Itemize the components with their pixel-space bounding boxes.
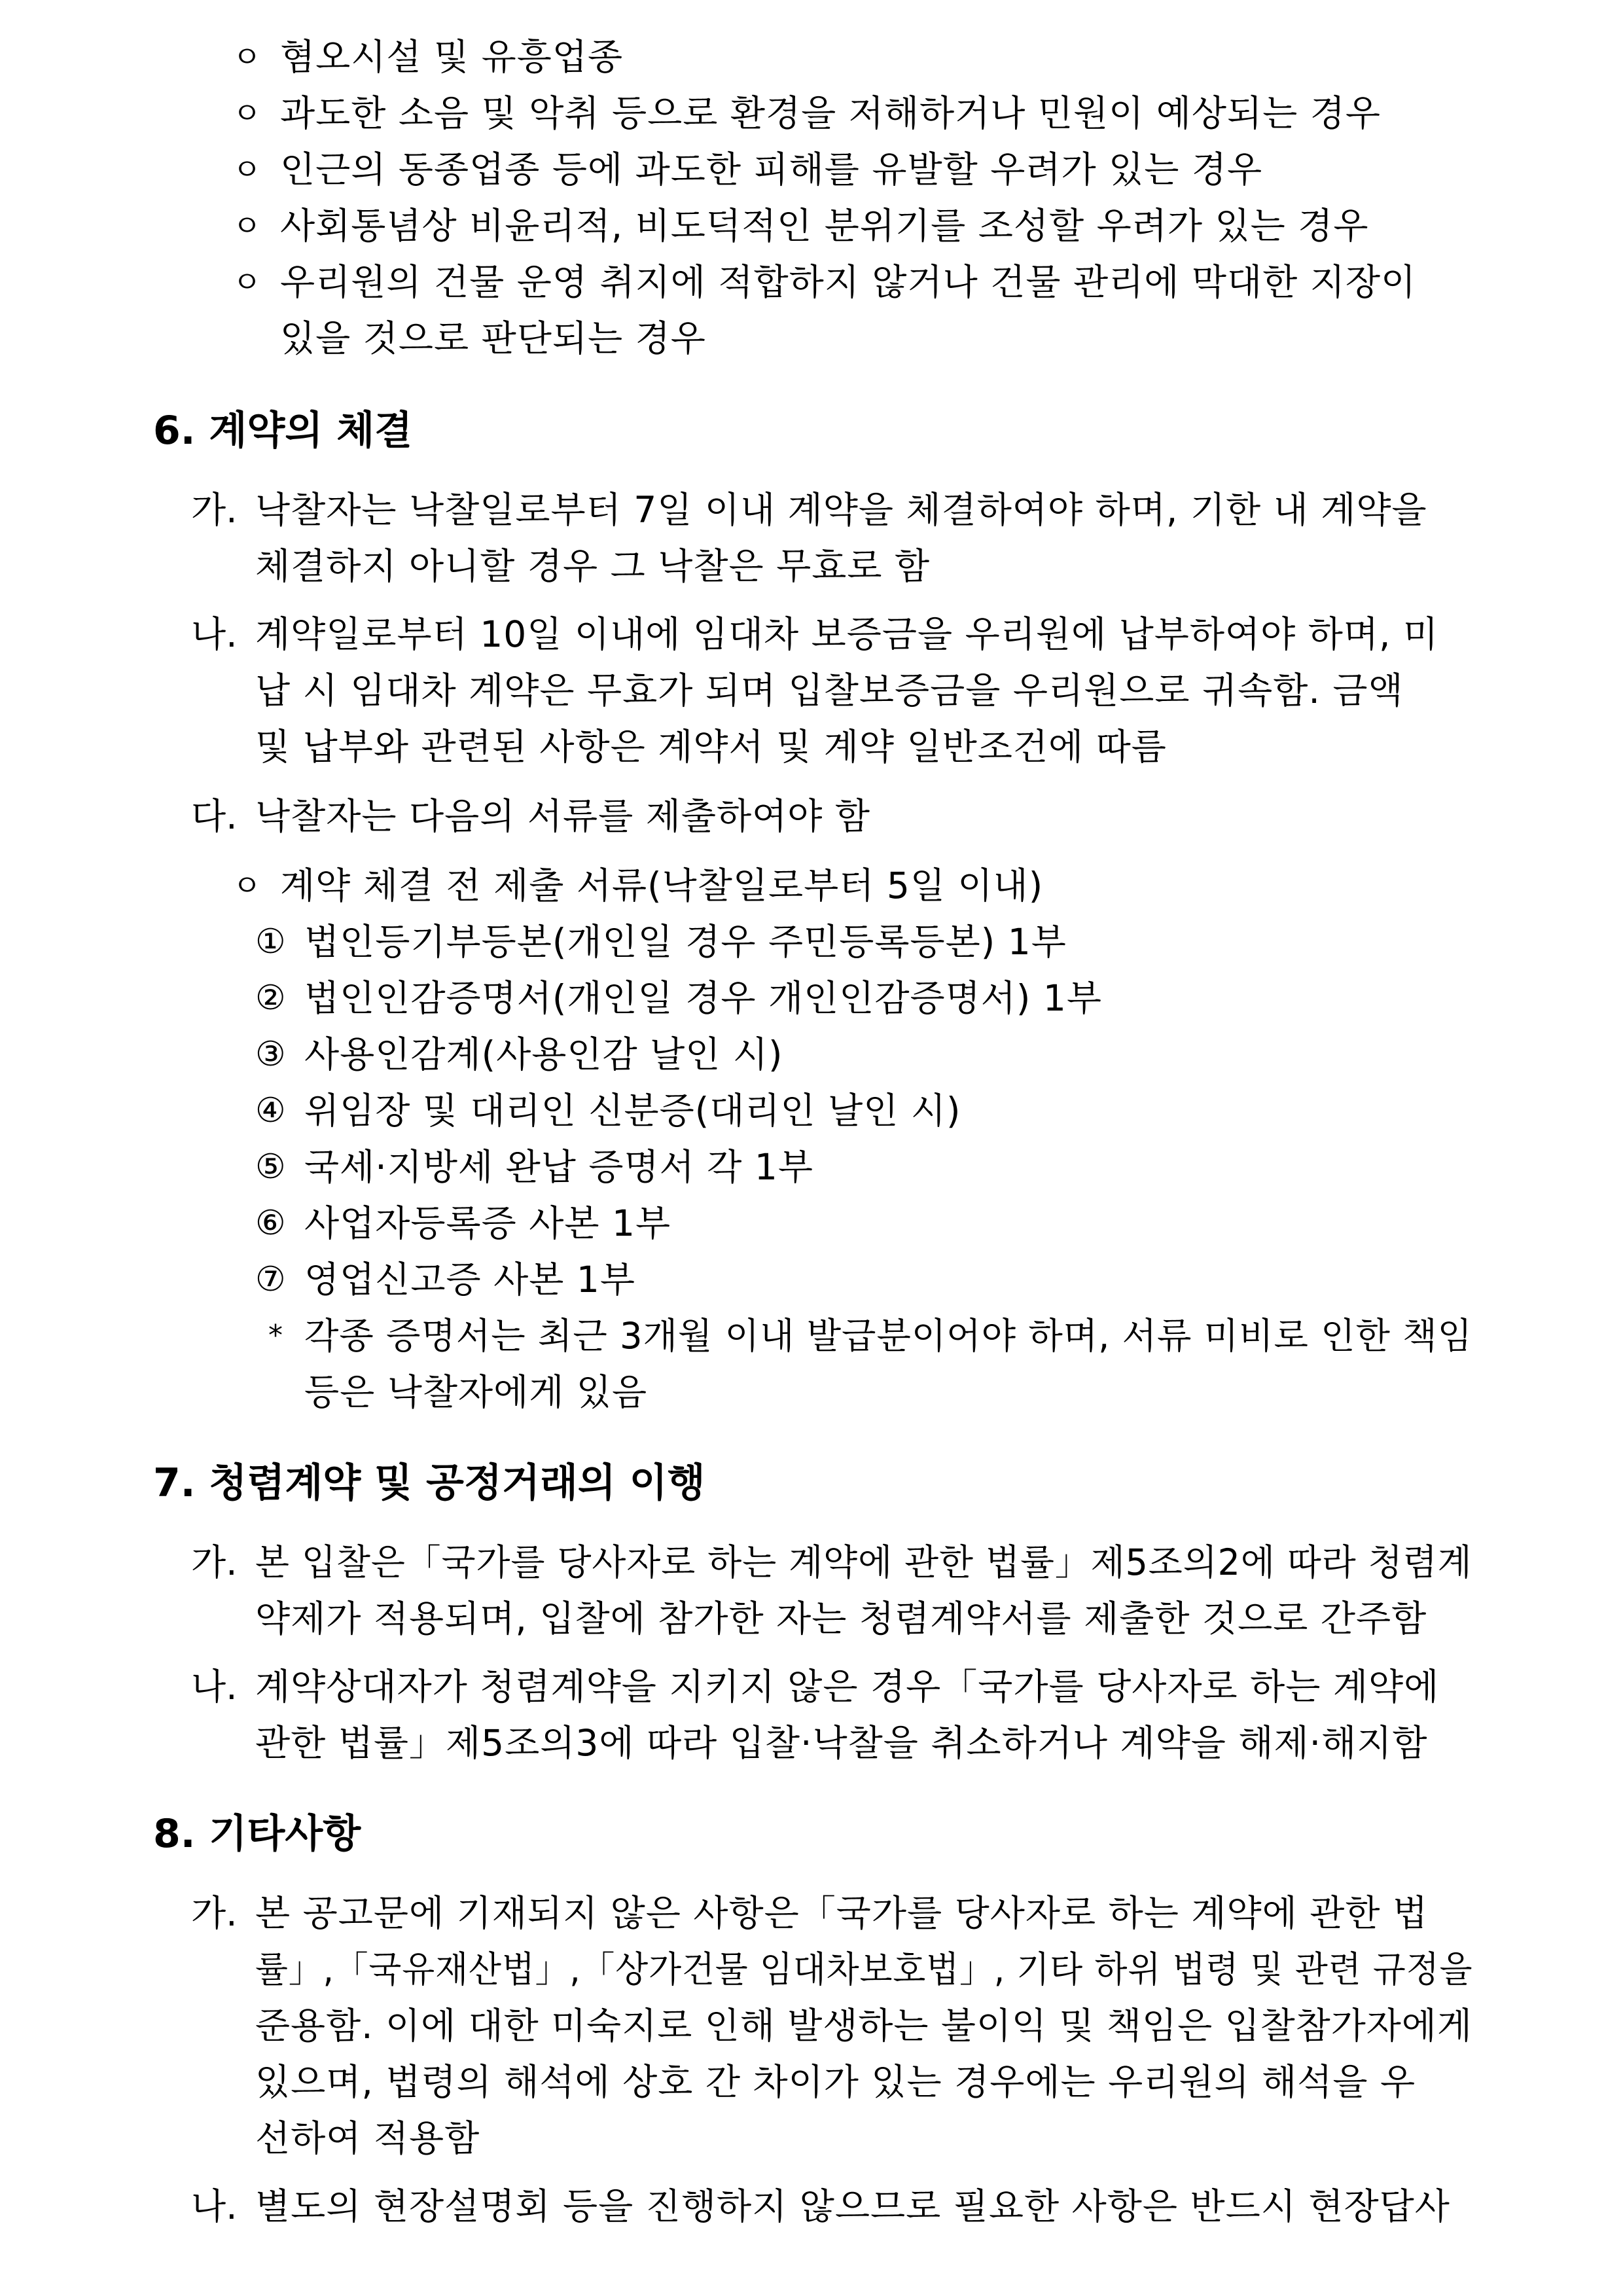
doc-item: 사업자등록증 사본 1부 [304,1202,671,1244]
bullet-marker: ㅇ [232,264,262,300]
doc-item: 법인인감증명서(개인일 경우 개인인감증명서) 1부 [304,977,1102,1019]
note-line: 등은 낙찰자에게 있음 [304,1371,648,1413]
bullet-marker: ㅇ [232,208,262,243]
condition-bullet: 사회통념상 비윤리적, 비도덕적인 분위기를 조성할 우려가 있는 경우 [280,205,1369,247]
condition-bullet: 인근의 동종업종 등에 과도한 피해를 유발할 우려가 있는 경우 [280,149,1263,190]
item-label: 가. [191,1541,238,1583]
paragraph-line: 선하여 적용함 [255,2117,480,2159]
paragraph-line: 낙찰자는 낙찰일로부터 7일 이내 계약을 체결하여야 하며, 기한 내 계약을 [255,489,1427,531]
doc-item: 위임장 및 대리인 신분증(대리인 날인 시) [304,1090,961,1132]
paragraph-line: 별도의 현장설명회 등을 진행하지 않으므로 필요한 사항은 반드시 현장답사 [255,2185,1450,2227]
note-line: 각종 증명서는 최근 3개월 이내 발급분이어야 하며, 서류 미비로 인한 책임 [304,1315,1473,1357]
doc-item: 국세·지방세 완납 증명서 각 1부 [304,1146,813,1188]
condition-bullet-continuation: 있을 것으로 판단되는 경우 [280,317,706,359]
paragraph-line: 관한 법률」제5조의3에 따라 입찰·낙찰을 취소하거나 계약을 해제·해지함 [255,1722,1428,1764]
section-heading-other: 8. 기타사항 [153,1811,361,1857]
docs-heading: 계약 체결 전 제출 서류(낙찰일로부터 5일 이내) [280,865,1044,906]
bullet-marker: ㅇ [232,152,262,187]
paragraph-line: 납 시 임대차 계약은 무효가 되며 입찰보증금을 우리원으로 귀속함. 금액 [255,670,1404,711]
item-label: 나. [191,1666,238,1708]
paragraph-line: 준용함. 이에 대한 미숙지로 인해 발생하는 불이익 및 책임은 입찰참가자에게 [255,2005,1472,2047]
paragraph-line: 낙찰자는 다음의 서류를 제출하여야 함 [255,795,871,837]
paragraph-line: 본 입찰은「국가를 당사자로 하는 계약에 관한 법률」제5조의2에 따라 청렴계 [255,1541,1472,1583]
doc-item: 법인등기부등본(개인일 경우 주민등록등본) 1부 [304,921,1067,963]
doc-number: ⑤ [255,1147,286,1187]
paragraph-line: 및 납부와 관련된 사항은 계약서 및 계약 일반조건에 따름 [255,726,1167,768]
doc-number: ④ [255,1091,286,1130]
item-label: 다. [191,795,238,837]
section-heading-integrity: 7. 청렴계약 및 공정거래의 이행 [153,1460,705,1506]
note-marker: * [268,1319,283,1352]
condition-bullet: 우리원의 건물 운영 취지에 적합하지 않거나 건물 관리에 막대한 지장이 [280,261,1417,303]
doc-number: ① [255,922,286,961]
item-label: 나. [191,2185,238,2227]
item-label: 가. [191,489,238,531]
condition-bullet: 혐오시설 및 유흥업종 [280,36,624,78]
doc-number: ⑦ [255,1260,286,1299]
paragraph-line: 계약일로부터 10일 이내에 임대차 보증금을 우리원에 납부하여야 하며, 미 [255,613,1439,655]
item-label: 나. [191,613,238,655]
doc-number: ⑥ [255,1204,286,1243]
doc-item: 사용인감계(사용인감 날인 시) [304,1033,783,1075]
paragraph-line: 본 공고문에 기재되지 않은 사항은「국가를 당사자로 하는 계약에 관한 법 [255,1892,1429,1934]
paragraph-line: 계약상대자가 청렴계약을 지키지 않은 경우「국가를 당사자로 하는 계약에 [255,1666,1440,1708]
doc-item: 영업신고증 사본 1부 [304,1259,635,1300]
paragraph-line: 률」,「국유재산법」,「상가건물 임대차보호법」, 기타 하위 법령 및 관련 규정을 [255,1948,1473,1990]
bullet-marker: ㅇ [232,96,262,131]
bullet-marker: ㅇ [232,39,262,75]
condition-bullet: 과도한 소음 및 악취 등으로 환경을 저해하거나 민원이 예상되는 경우 [280,92,1381,134]
doc-number: ② [255,978,286,1018]
paragraph-line: 있으며, 법령의 해석에 상호 간 차이가 있는 경우에는 우리원의 해석을 우 [255,2061,1416,2103]
bullet-marker: ㅇ [232,868,262,903]
section-heading-contract: 6. 계약의 체결 [153,408,413,454]
paragraph-line: 약제가 적용되며, 입찰에 참가한 자는 청렴계약서를 제출한 것으로 간주함 [255,1598,1427,1640]
item-label: 가. [191,1892,238,1934]
doc-number: ③ [255,1035,286,1074]
paragraph-line: 체결하지 아니할 경우 그 낙찰은 무효로 함 [255,545,931,587]
